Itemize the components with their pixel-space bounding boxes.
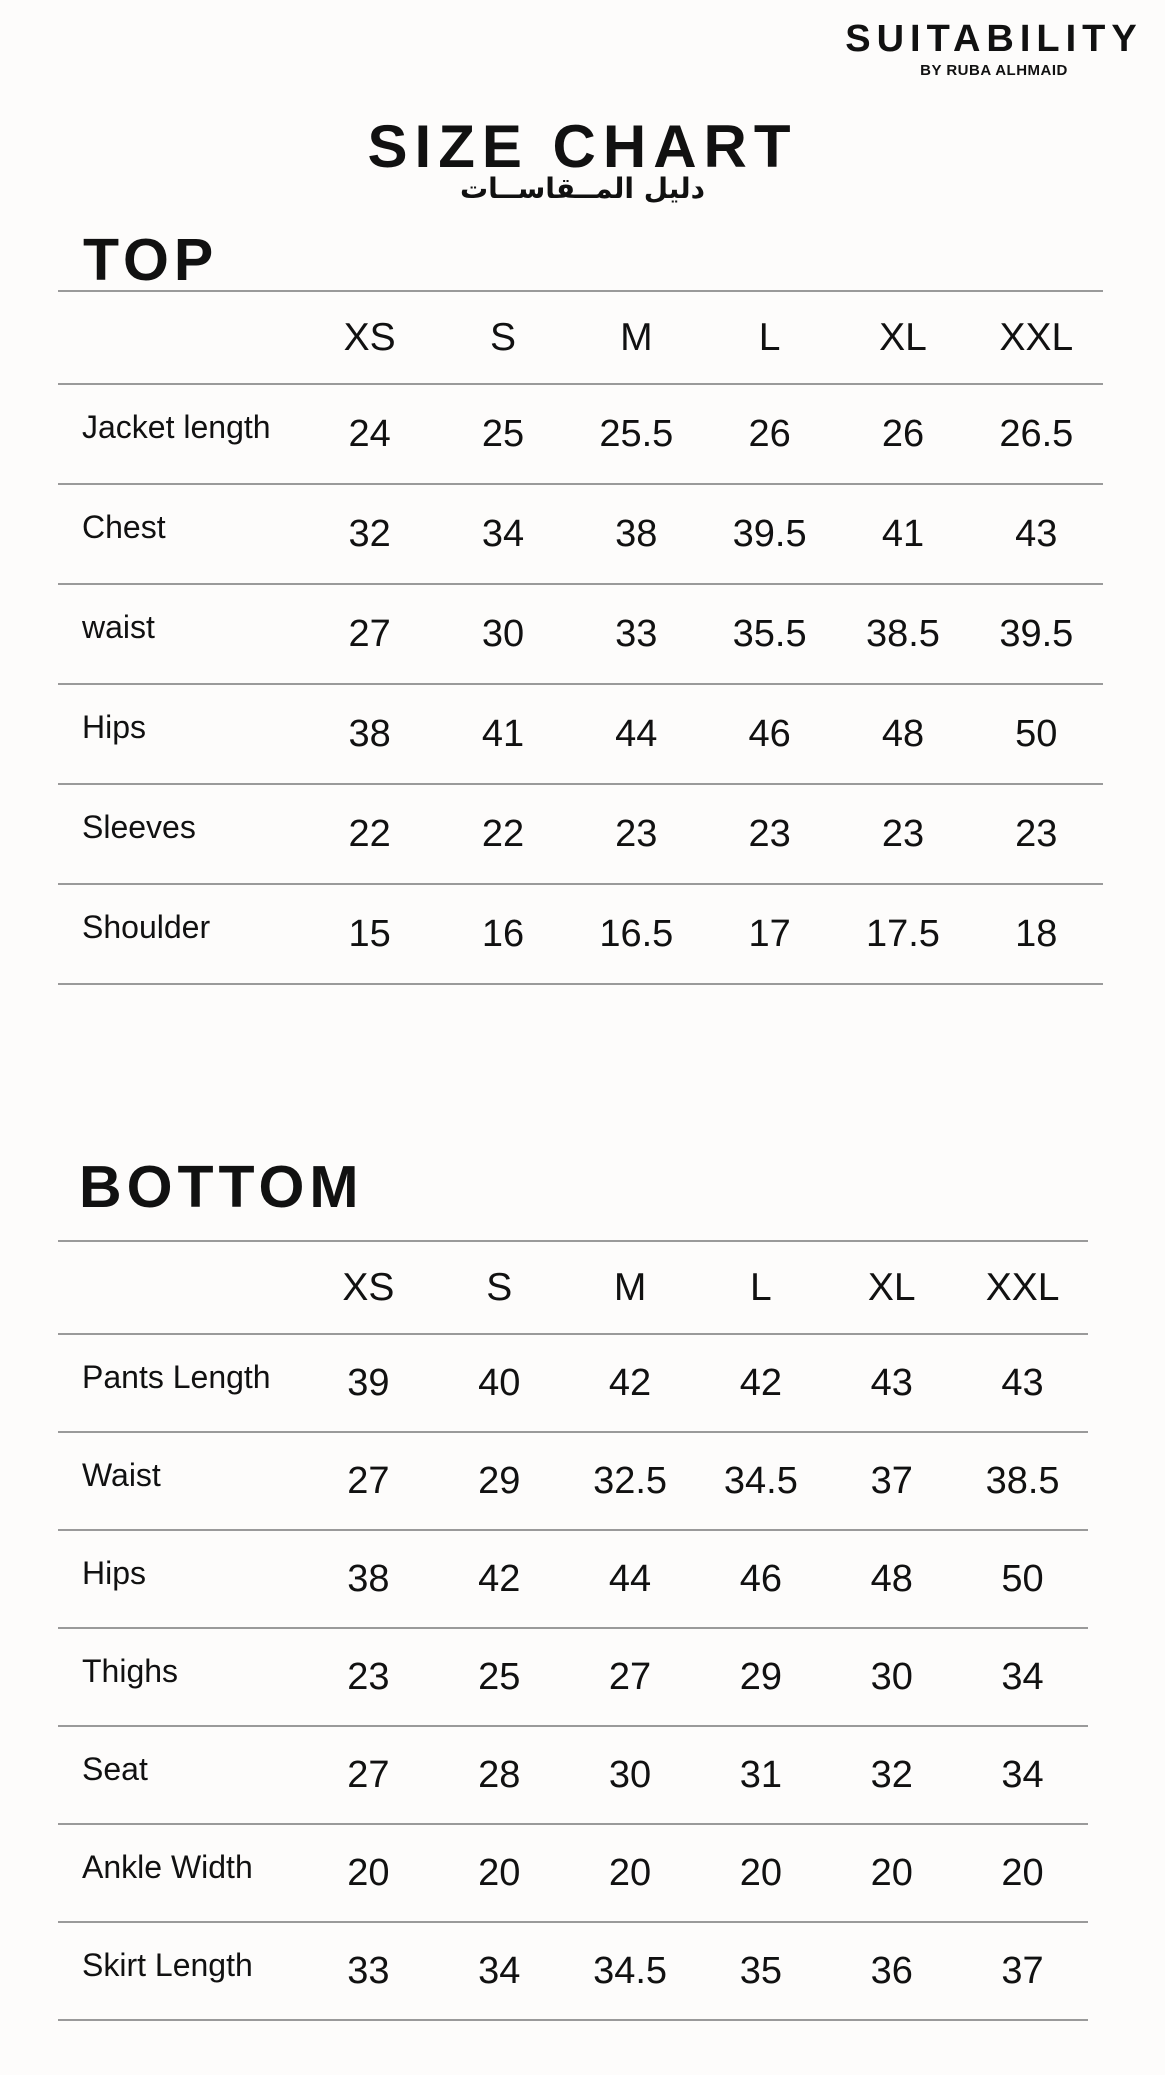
table-row [58,484,1103,584]
size-value-cell: 42 [695,1334,826,1432]
measurement-label: Chest [58,484,303,584]
size-value-cell: 39 [303,1334,434,1432]
size-value-cell: 43 [970,484,1103,584]
size-value-cell: 48 [826,1530,957,1628]
size-value-cell: 23 [303,1628,434,1726]
measurement-label: Ankle Width [58,1824,303,1922]
table-row [58,1922,1088,2020]
size-value-cell: 22 [436,784,569,884]
size-value-cell: 38 [570,484,703,584]
size-value-cell: 34.5 [695,1432,826,1530]
measurement-label: Pants Length [58,1334,303,1432]
brand-logo [828,16,1160,80]
size-value-cell: 26 [836,384,969,484]
size-header-m: M [565,1241,696,1334]
size-value-cell: 22 [303,784,436,884]
size-value-cell: 20 [695,1824,826,1922]
measurement-label: Hips [58,684,303,784]
size-value-cell: 15 [303,884,436,984]
size-value-cell: 33 [303,1922,434,2020]
page-subtitle-arabic: دليل المــقاســات [459,172,706,205]
size-value-cell: 37 [826,1432,957,1530]
size-value-cell: 27 [303,584,436,684]
size-value-cell: 26 [703,384,836,484]
table-row [58,1530,1088,1628]
size-header-xxl: XXL [970,291,1103,384]
size-value-cell: 38.5 [957,1432,1088,1530]
size-value-cell: 46 [703,684,836,784]
size-value-cell: 23 [703,784,836,884]
table-row [58,584,1103,684]
size-value-cell: 37 [957,1922,1088,2020]
size-value-cell: 44 [570,684,703,784]
size-value-cell: 34 [957,1628,1088,1726]
size-value-cell: 32 [826,1726,957,1824]
table-row [58,1432,1088,1530]
size-value-cell: 20 [826,1824,957,1922]
measurement-label: waist [58,584,303,684]
size-value-cell: 20 [303,1824,434,1922]
header-empty-cell [58,1241,303,1334]
size-value-cell: 33 [570,584,703,684]
size-header-xs: XS [303,1241,434,1334]
table-row [58,784,1103,884]
size-value-cell: 20 [434,1824,565,1922]
table-header-row [58,1241,1088,1334]
measurement-label: Waist [58,1432,303,1530]
top-section-title: TOP [83,227,219,293]
size-value-cell: 41 [836,484,969,584]
table-row [58,1824,1088,1922]
top-size-table [58,290,1103,985]
size-value-cell: 39.5 [703,484,836,584]
size-header-xxl: XXL [957,1241,1088,1334]
table-row [58,1628,1088,1726]
size-value-cell: 36 [826,1922,957,2020]
size-value-cell: 41 [436,684,569,784]
size-value-cell: 26.5 [970,384,1103,484]
size-value-cell: 34 [436,484,569,584]
brand-name: SUITABILITY [845,18,1143,60]
brand-subtitle: BY RUBA ALHMAID [920,62,1068,79]
measurement-label: Thighs [58,1628,303,1726]
size-value-cell: 29 [434,1432,565,1530]
size-value-cell: 25.5 [570,384,703,484]
size-value-cell: 38.5 [836,584,969,684]
size-value-cell: 48 [836,684,969,784]
size-value-cell: 42 [565,1334,696,1432]
page-title: SIZE CHART [367,113,798,180]
size-value-cell: 31 [695,1726,826,1824]
size-header-s: S [434,1241,565,1334]
size-value-cell: 44 [565,1530,696,1628]
measurement-label: Hips [58,1530,303,1628]
size-value-cell: 50 [957,1530,1088,1628]
size-header-xs: XS [303,291,436,384]
size-value-cell: 27 [565,1628,696,1726]
size-value-cell: 43 [826,1334,957,1432]
size-value-cell: 27 [303,1432,434,1530]
size-value-cell: 35.5 [703,584,836,684]
measurement-label: Jacket length [58,384,303,484]
table-header-row [58,291,1103,384]
size-value-cell: 24 [303,384,436,484]
size-value-cell: 32 [303,484,436,584]
size-value-cell: 50 [970,684,1103,784]
size-value-cell: 42 [434,1530,565,1628]
size-value-cell: 20 [957,1824,1088,1922]
size-value-cell: 17.5 [836,884,969,984]
measurement-label: Sleeves [58,784,303,884]
header-empty-cell [58,291,303,384]
size-value-cell: 23 [970,784,1103,884]
size-value-cell: 23 [836,784,969,884]
size-value-cell: 16 [436,884,569,984]
size-header-xl: XL [826,1241,957,1334]
size-value-cell: 25 [436,384,569,484]
measurement-label: Seat [58,1726,303,1824]
size-header-xl: XL [836,291,969,384]
size-value-cell: 38 [303,1530,434,1628]
bottom-section-title: BOTTOM [79,1154,364,1220]
size-value-cell: 38 [303,684,436,784]
size-value-cell: 23 [570,784,703,884]
size-value-cell: 34 [434,1922,565,2020]
size-value-cell: 16.5 [570,884,703,984]
size-header-l: L [703,291,836,384]
size-value-cell: 30 [436,584,569,684]
size-value-cell: 43 [957,1334,1088,1432]
measurement-label: Skirt Length [58,1922,303,2020]
size-value-cell: 17 [703,884,836,984]
measurement-label: Shoulder [58,884,303,984]
table-row [58,884,1103,984]
table-row [58,1334,1088,1432]
bottom-size-table [58,1240,1088,2021]
size-value-cell: 18 [970,884,1103,984]
size-value-cell: 25 [434,1628,565,1726]
size-value-cell: 28 [434,1726,565,1824]
size-header-s: S [436,291,569,384]
size-value-cell: 29 [695,1628,826,1726]
table-row [58,684,1103,784]
size-value-cell: 34.5 [565,1922,696,2020]
size-header-m: M [570,291,703,384]
size-value-cell: 35 [695,1922,826,2020]
size-value-cell: 32.5 [565,1432,696,1530]
size-value-cell: 34 [957,1726,1088,1824]
size-value-cell: 30 [826,1628,957,1726]
size-value-cell: 39.5 [970,584,1103,684]
size-header-l: L [695,1241,826,1334]
size-value-cell: 40 [434,1334,565,1432]
size-value-cell: 46 [695,1530,826,1628]
size-value-cell: 27 [303,1726,434,1824]
size-value-cell: 20 [565,1824,696,1922]
table-row [58,384,1103,484]
table-row [58,1726,1088,1824]
size-value-cell: 30 [565,1726,696,1824]
